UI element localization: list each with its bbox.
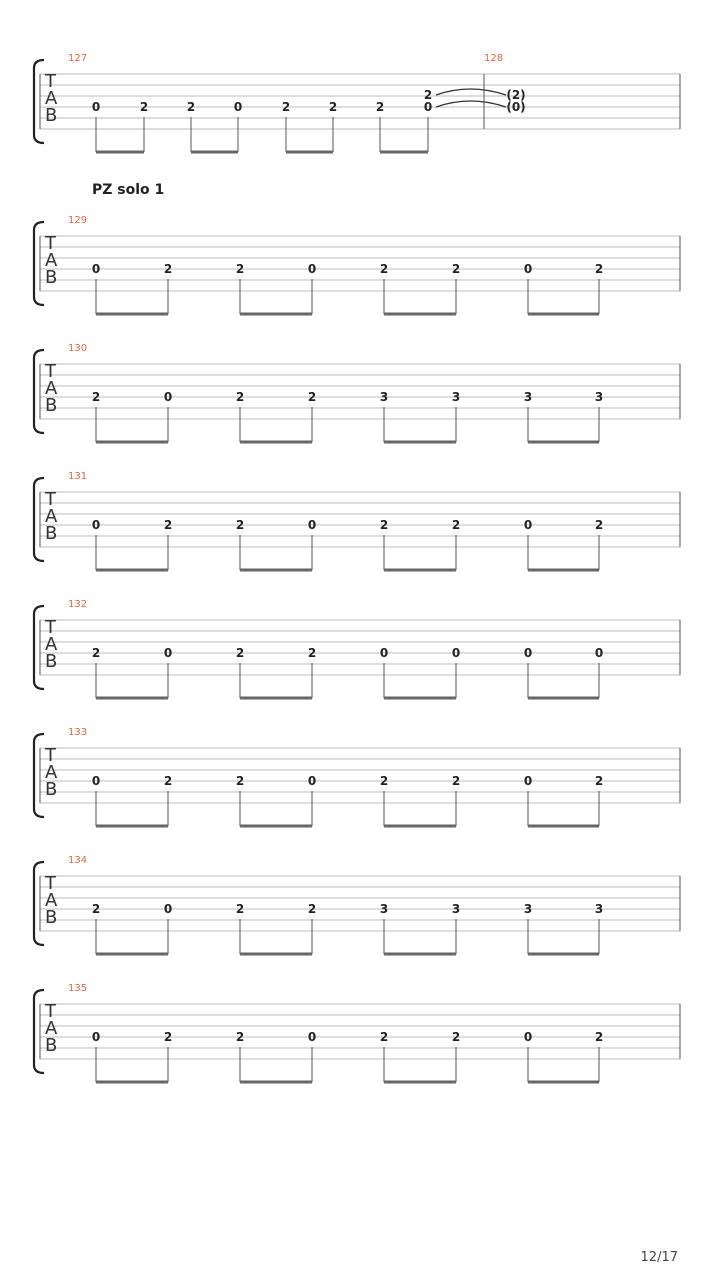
fret-number: 2 — [375, 100, 385, 114]
tab-clef-letter: B — [45, 105, 58, 126]
tab-clef-letter: A — [45, 88, 58, 109]
tab-system — [0, 848, 720, 958]
system-bracket — [34, 990, 44, 1073]
fret-number: 2 — [379, 262, 389, 276]
fret-number: 2 — [307, 902, 317, 916]
fret-number: 2 — [163, 518, 173, 532]
measure-number: 131 — [68, 471, 88, 482]
tab-clef-letter: T — [45, 489, 56, 510]
fret-number: 3 — [523, 390, 533, 404]
fret-number: 2 — [379, 518, 389, 532]
tab-system — [0, 720, 720, 830]
fret-number: 0 — [523, 774, 533, 788]
fret-number: 2 — [379, 774, 389, 788]
fret-number: 2 — [451, 1030, 461, 1044]
fret-number: 3 — [451, 902, 461, 916]
fret-number: 0 — [307, 518, 317, 532]
tab-clef-letter: T — [45, 745, 56, 766]
fret-number: 0 — [163, 902, 173, 916]
fret-number: 0 — [379, 646, 389, 660]
fret-number: 0 — [91, 774, 101, 788]
tab-clef-letter: A — [45, 378, 58, 399]
fret-number: 2 — [594, 518, 604, 532]
page-number: 12/17 — [640, 1250, 678, 1265]
tab-clef-letter: B — [45, 395, 58, 416]
fret-number: 2 — [594, 1030, 604, 1044]
fret-number: 2 — [235, 646, 245, 660]
fret-number: 2 — [163, 1030, 173, 1044]
fret-number: 0 — [233, 100, 243, 114]
fret-number: (2) — [506, 88, 526, 102]
measure-number: 129 — [68, 215, 88, 226]
fret-number: 2 — [451, 774, 461, 788]
fret-number: 2 — [281, 100, 291, 114]
tab-clef-letter: T — [45, 873, 56, 894]
fret-number: 0 — [91, 262, 101, 276]
fret-number: 0 — [451, 646, 461, 660]
tab-clef-letter: B — [45, 267, 58, 288]
tab-clef-letter: A — [45, 1018, 58, 1039]
fret-number: 3 — [379, 902, 389, 916]
fret-number: 0 — [307, 262, 317, 276]
system-bracket — [34, 606, 44, 689]
fret-number: 2 — [451, 262, 461, 276]
fret-number: 2 — [307, 646, 317, 660]
fret-number: 0 — [523, 518, 533, 532]
fret-number: 0 — [91, 100, 101, 114]
fret-number: 0 — [163, 646, 173, 660]
section-label: PZ solo 1 — [92, 182, 165, 198]
tab-system — [0, 46, 720, 156]
tab-system — [0, 336, 720, 446]
fret-number: 2 — [235, 1030, 245, 1044]
fret-number: 0 — [423, 100, 433, 114]
system-bracket — [34, 222, 44, 305]
tab-clef-letter: T — [45, 361, 56, 382]
fret-number: 0 — [163, 390, 173, 404]
fret-number: 0 — [91, 1030, 101, 1044]
measure-number: 127 — [68, 53, 88, 64]
tab-clef-letter: B — [45, 1035, 58, 1056]
system-bracket — [34, 60, 44, 143]
measure-number: 133 — [68, 727, 88, 738]
fret-number: 2 — [139, 100, 149, 114]
fret-number: 2 — [451, 518, 461, 532]
tie-arc — [436, 101, 506, 107]
measure-number: 132 — [68, 599, 88, 610]
fret-number: 2 — [307, 390, 317, 404]
fret-number: 3 — [594, 390, 604, 404]
fret-number: 0 — [307, 774, 317, 788]
fret-number: 2 — [163, 262, 173, 276]
fret-number: 0 — [307, 1030, 317, 1044]
measure-number: 135 — [68, 983, 88, 994]
system-bracket — [34, 350, 44, 433]
tab-system — [0, 592, 720, 702]
system-bracket — [34, 734, 44, 817]
tab-clef-letter: T — [45, 1001, 56, 1022]
tab-clef-letter: A — [45, 634, 58, 655]
fret-number: 2 — [594, 774, 604, 788]
fret-number: 3 — [379, 390, 389, 404]
tab-clef-letter: B — [45, 651, 58, 672]
fret-number: 0 — [523, 262, 533, 276]
tab-clef-letter: T — [45, 617, 56, 638]
fret-number: 2 — [235, 390, 245, 404]
fret-number: 0 — [523, 646, 533, 660]
fret-number: 2 — [235, 902, 245, 916]
fret-number: 2 — [235, 262, 245, 276]
tab-clef-letter: B — [45, 779, 58, 800]
tab-system — [0, 464, 720, 574]
tie-arc — [436, 89, 506, 95]
measure-number: 128 — [484, 53, 504, 64]
tab-clef-letter: B — [45, 523, 58, 544]
fret-number: 2 — [91, 390, 101, 404]
tab-clef-letter: T — [45, 71, 56, 92]
fret-number: 2 — [235, 774, 245, 788]
fret-number: 2 — [328, 100, 338, 114]
system-bracket — [34, 862, 44, 945]
tab-clef-letter: A — [45, 250, 58, 271]
fret-number: 0 — [523, 1030, 533, 1044]
fret-number: 3 — [523, 902, 533, 916]
system-bracket — [34, 478, 44, 561]
tab-clef-letter: A — [45, 762, 58, 783]
fret-number: (0) — [506, 100, 526, 114]
tab-system — [0, 208, 720, 318]
fret-number: 0 — [91, 518, 101, 532]
fret-number: 2 — [594, 262, 604, 276]
fret-number: 2 — [186, 100, 196, 114]
fret-number: 3 — [451, 390, 461, 404]
fret-number: 3 — [594, 902, 604, 916]
fret-number: 0 — [594, 646, 604, 660]
fret-number: 2 — [163, 774, 173, 788]
fret-number: 2 — [379, 1030, 389, 1044]
fret-number: 2 — [91, 646, 101, 660]
fret-number: 2 — [91, 902, 101, 916]
tab-system — [0, 976, 720, 1086]
tab-clef-letter: B — [45, 907, 58, 928]
tab-clef-letter: A — [45, 506, 58, 527]
measure-number: 130 — [68, 343, 88, 354]
tab-clef-letter: A — [45, 890, 58, 911]
fret-number: 2 — [423, 88, 433, 102]
tab-clef-letter: T — [45, 233, 56, 254]
measure-number: 134 — [68, 855, 88, 866]
fret-number: 2 — [235, 518, 245, 532]
